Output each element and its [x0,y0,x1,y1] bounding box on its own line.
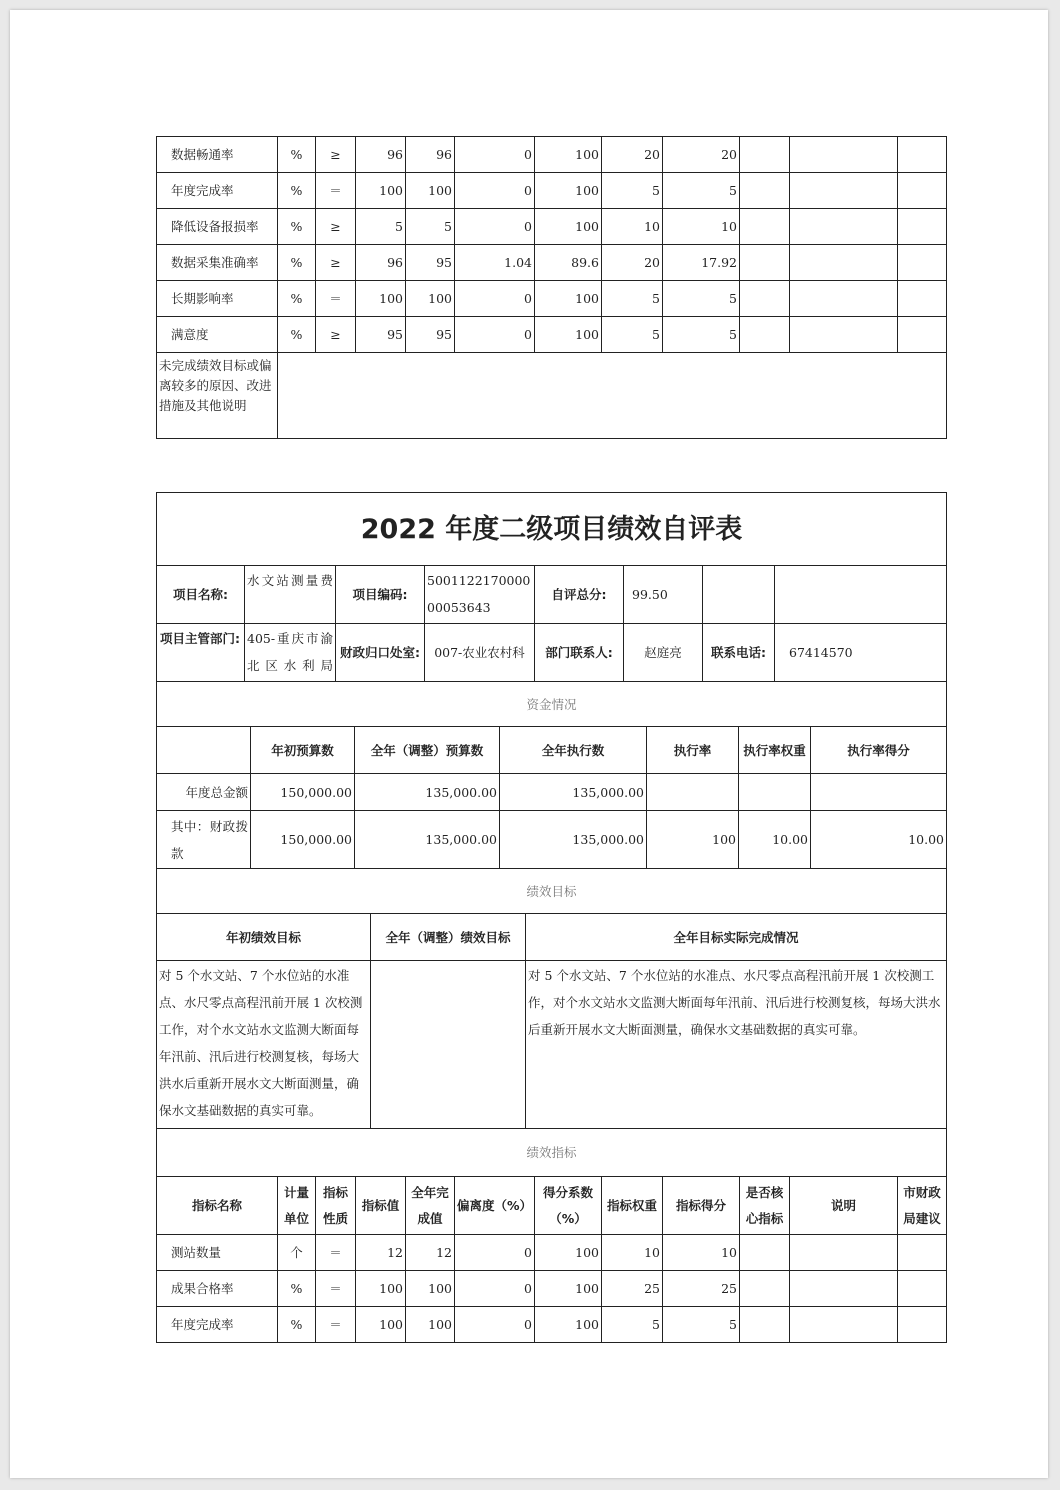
blank-cell [790,173,898,209]
goals-header: 全年（调整）绩效目标 [371,914,526,961]
blank-cell [898,281,947,317]
blank-cell [790,1235,898,1271]
indicator-name: 成果合格率 [157,1271,278,1307]
blank-cell [790,209,898,245]
blank-cell [790,281,898,317]
indicator-coefficient: 89.6 [535,245,602,281]
indicator-weight: 10 [602,209,663,245]
blank-cell [898,137,947,173]
indicator-header: 市财政局建议 [898,1177,947,1235]
blank-cell [740,317,790,353]
indicator-weight: 5 [602,1307,663,1343]
funds-initial: 150,000.00 [251,774,355,811]
indicator-coefficient: 100 [535,137,602,173]
indicator-coefficient: 100 [535,1235,602,1271]
blank-cell [740,173,790,209]
indicator-target: 100 [356,1307,406,1343]
funds-header: 全年（调整）预算数 [355,727,500,774]
indicator-name: 数据畅通率 [157,137,278,173]
indicator-coefficient: 100 [535,317,602,353]
funds-executed: 135,000.00 [500,774,647,811]
indicator-score: 10 [663,209,740,245]
goals-header: 全年目标实际完成情况 [526,914,947,961]
blank-cell [790,317,898,353]
indicator-score: 5 [663,281,740,317]
table-row [157,173,947,209]
indicator-actual: 100 [406,281,455,317]
indicator-actual: 5 [406,209,455,245]
table-row [157,281,947,317]
indicator-actual: 95 [406,317,455,353]
indicator-weight: 20 [602,137,663,173]
funds-rate: 100 [647,811,739,869]
indicator-name: 年度完成率 [157,173,278,209]
indicator-nature: ＝ [316,1307,356,1343]
finance-label: 财政归口处室: [336,624,425,682]
blank-cell [898,173,947,209]
indicator-actual: 100 [406,1307,455,1343]
blank-cell [740,209,790,245]
blank-cell [898,1235,947,1271]
indicator-header: 全年完成值 [406,1177,455,1235]
funds-header: 执行率得分 [811,727,947,774]
indicator-header: 计量单位 [278,1177,316,1235]
indicator-target: 96 [356,137,406,173]
form-title: 2022 年度二级项目绩效自评表 [157,493,947,566]
indicator-target: 100 [356,281,406,317]
indicator-weight: 25 [602,1271,663,1307]
indicator-coefficient: 100 [535,1307,602,1343]
indicator-unit: % [278,209,316,245]
blank-cell [898,209,947,245]
funds-score: 10.00 [811,811,947,869]
blank-cell [790,137,898,173]
goals-table [156,868,947,1129]
blank-cell [898,317,947,353]
indicator-target: 95 [356,317,406,353]
funds-initial: 150,000.00 [251,811,355,869]
remark-value [278,353,947,439]
project-name: 水文站测量费 [245,566,336,624]
indicator-deviation: 1.04 [455,245,535,281]
indicator-weight: 20 [602,245,663,281]
blank-cell [790,1271,898,1307]
indicator-header: 指标得分 [663,1177,740,1235]
initial-goal-text: 对 5 个水文站、7 个水位站的水准点、水尺零点高程汛前开展 1 次校测工作，对个水文站水文监测大断面每年汛前、汛后进行校测复核，每场大洪水后重新开展水文大断面测量，确保水文基础数据的真实可靠。 [157,961,371,1129]
indicator-header: 指标权重 [602,1177,663,1235]
indicator-score: 5 [663,1307,740,1343]
funds-header: 年初预算数 [251,727,355,774]
indicator-header: 偏离度（%） [455,1177,535,1235]
indicator-weight: 5 [602,173,663,209]
indicator-name: 数据采集准确率 [157,245,278,281]
blank-cell [740,1235,790,1271]
indicator-name: 年度完成率 [157,1307,278,1343]
funds-weight: 10.00 [739,811,811,869]
indicator-coefficient: 100 [535,209,602,245]
adjusted-goal-text [371,961,526,1129]
indicator-nature: ＝ [316,281,356,317]
phone: 67414570 [775,624,947,682]
table-row [157,137,947,173]
indicator-actual: 96 [406,137,455,173]
table-row [157,209,947,245]
indicators-section-label: 绩效指标 [157,1129,947,1177]
funds-row-label: 其中：财政拨款 [157,811,251,869]
funds-adjusted: 135,000.00 [355,811,500,869]
indicator-score: 10 [663,1235,740,1271]
indicator-target: 96 [356,245,406,281]
indicator-name: 满意度 [157,317,278,353]
indicator-score: 5 [663,317,740,353]
indicator-name: 降低设备报损率 [157,209,278,245]
indicator-unit: % [278,317,316,353]
indicator-name: 长期影响率 [157,281,278,317]
indicator-unit: 个 [278,1235,316,1271]
indicator-unit: % [278,137,316,173]
finance: 007-农业农村科 [425,624,535,682]
goals-section-label: 绩效目标 [157,869,947,914]
table-row [157,1307,947,1343]
indicator-actual: 100 [406,173,455,209]
blank-cell [740,245,790,281]
actual-goal-text: 对 5 个水文站、7 个水位站的水准点、水尺零点高程汛前开展 1 次校测工作，对个水文站水文监测大断面每年汛前、汛后进行校测复核，每场大洪水后重新开展水文大断面测量，确保水文基础数据的真实可靠。 [526,961,947,1129]
indicator-weight: 5 [602,281,663,317]
indicator-deviation: 0 [455,1271,535,1307]
blank-cell [898,245,947,281]
indicator-score: 17.92 [663,245,740,281]
indicator-nature: ＝ [316,1271,356,1307]
funds-header: 执行率 [647,727,739,774]
indicator-header: 得分系数（%） [535,1177,602,1235]
indicator-nature: ≥ [316,317,356,353]
indicator-header: 指标性质 [316,1177,356,1235]
contact-label: 部门联系人: [535,624,624,682]
indicator-coefficient: 100 [535,1271,602,1307]
table-row [157,317,947,353]
blank-cell [703,566,775,624]
blank-cell [898,1271,947,1307]
indicator-deviation: 0 [455,173,535,209]
indicator-name: 测站数量 [157,1235,278,1271]
table-row [157,245,947,281]
blank-cell [775,566,947,624]
blank-cell [898,1307,947,1343]
indicator-target: 100 [356,1271,406,1307]
indicator-target: 100 [356,173,406,209]
self-score: 99.50 [624,566,703,624]
indicator-header: 指标值 [356,1177,406,1235]
indicator-header: 指标名称 [157,1177,278,1235]
indicator-deviation: 0 [455,137,535,173]
blank-cell [790,1307,898,1343]
funds-rate [647,774,739,811]
dept: 405-重庆市渝北区水利局 [245,624,336,682]
dept-label: 项目主管部门: [157,624,245,682]
indicator-header: 说明 [790,1177,898,1235]
blank-cell [740,1307,790,1343]
self-score-label: 自评总分: [535,566,624,624]
funds-weight [739,774,811,811]
indicator-unit: % [278,1271,316,1307]
indicator-nature: ≥ [316,245,356,281]
indicator-deviation: 0 [455,317,535,353]
indicator-weight: 5 [602,317,663,353]
indicator-deviation: 0 [455,209,535,245]
indicator-table [156,1128,947,1343]
indicator-score: 25 [663,1271,740,1307]
indicator-score: 20 [663,137,740,173]
indicator-target: 12 [356,1235,406,1271]
funds-row-label: 年度总金额 [157,774,251,811]
table-row [157,1271,947,1307]
project-name-label: 项目名称: [157,566,245,624]
remark-label: 未完成绩效目标或偏离较多的原因、改进措施及其他说明 [157,353,278,439]
blank-cell [740,1271,790,1307]
funds-score [811,774,947,811]
indicator-target: 5 [356,209,406,245]
indicator-actual: 100 [406,1271,455,1307]
goals-header: 年初绩效目标 [157,914,371,961]
project-code-label: 项目编码: [336,566,425,624]
indicator-header: 是否核心指标 [740,1177,790,1235]
blank-cell [790,245,898,281]
project-code: 500112217000000053643 [425,566,535,624]
indicator-actual: 95 [406,245,455,281]
indicator-coefficient: 100 [535,281,602,317]
funds-header: 全年执行数 [500,727,647,774]
funds-executed: 135,000.00 [500,811,647,869]
indicator-weight: 10 [602,1235,663,1271]
funds-header: 执行率权重 [739,727,811,774]
indicator-nature: ≥ [316,209,356,245]
indicator-deviation: 0 [455,281,535,317]
indicator-nature: ＝ [316,173,356,209]
funds-table [156,681,947,869]
indicator-unit: % [278,1307,316,1343]
indicator-deviation: 0 [455,1307,535,1343]
indicator-nature: ≥ [316,137,356,173]
funds-section-label: 资金情况 [157,682,947,727]
blank-cell [740,281,790,317]
indicator-unit: % [278,173,316,209]
funds-adjusted: 135,000.00 [355,774,500,811]
indicator-actual: 12 [406,1235,455,1271]
table-row [157,1235,947,1271]
indicator-coefficient: 100 [535,173,602,209]
contact: 赵庭亮 [624,624,703,682]
blank-cell [157,727,251,774]
phone-label: 联系电话: [703,624,775,682]
form-header-table [156,492,947,682]
indicator-nature: ＝ [316,1235,356,1271]
indicator-deviation: 0 [455,1235,535,1271]
indicator-score: 5 [663,173,740,209]
indicator-unit: % [278,281,316,317]
indicator-table-continued [156,136,947,439]
blank-cell [740,137,790,173]
indicator-unit: % [278,245,316,281]
